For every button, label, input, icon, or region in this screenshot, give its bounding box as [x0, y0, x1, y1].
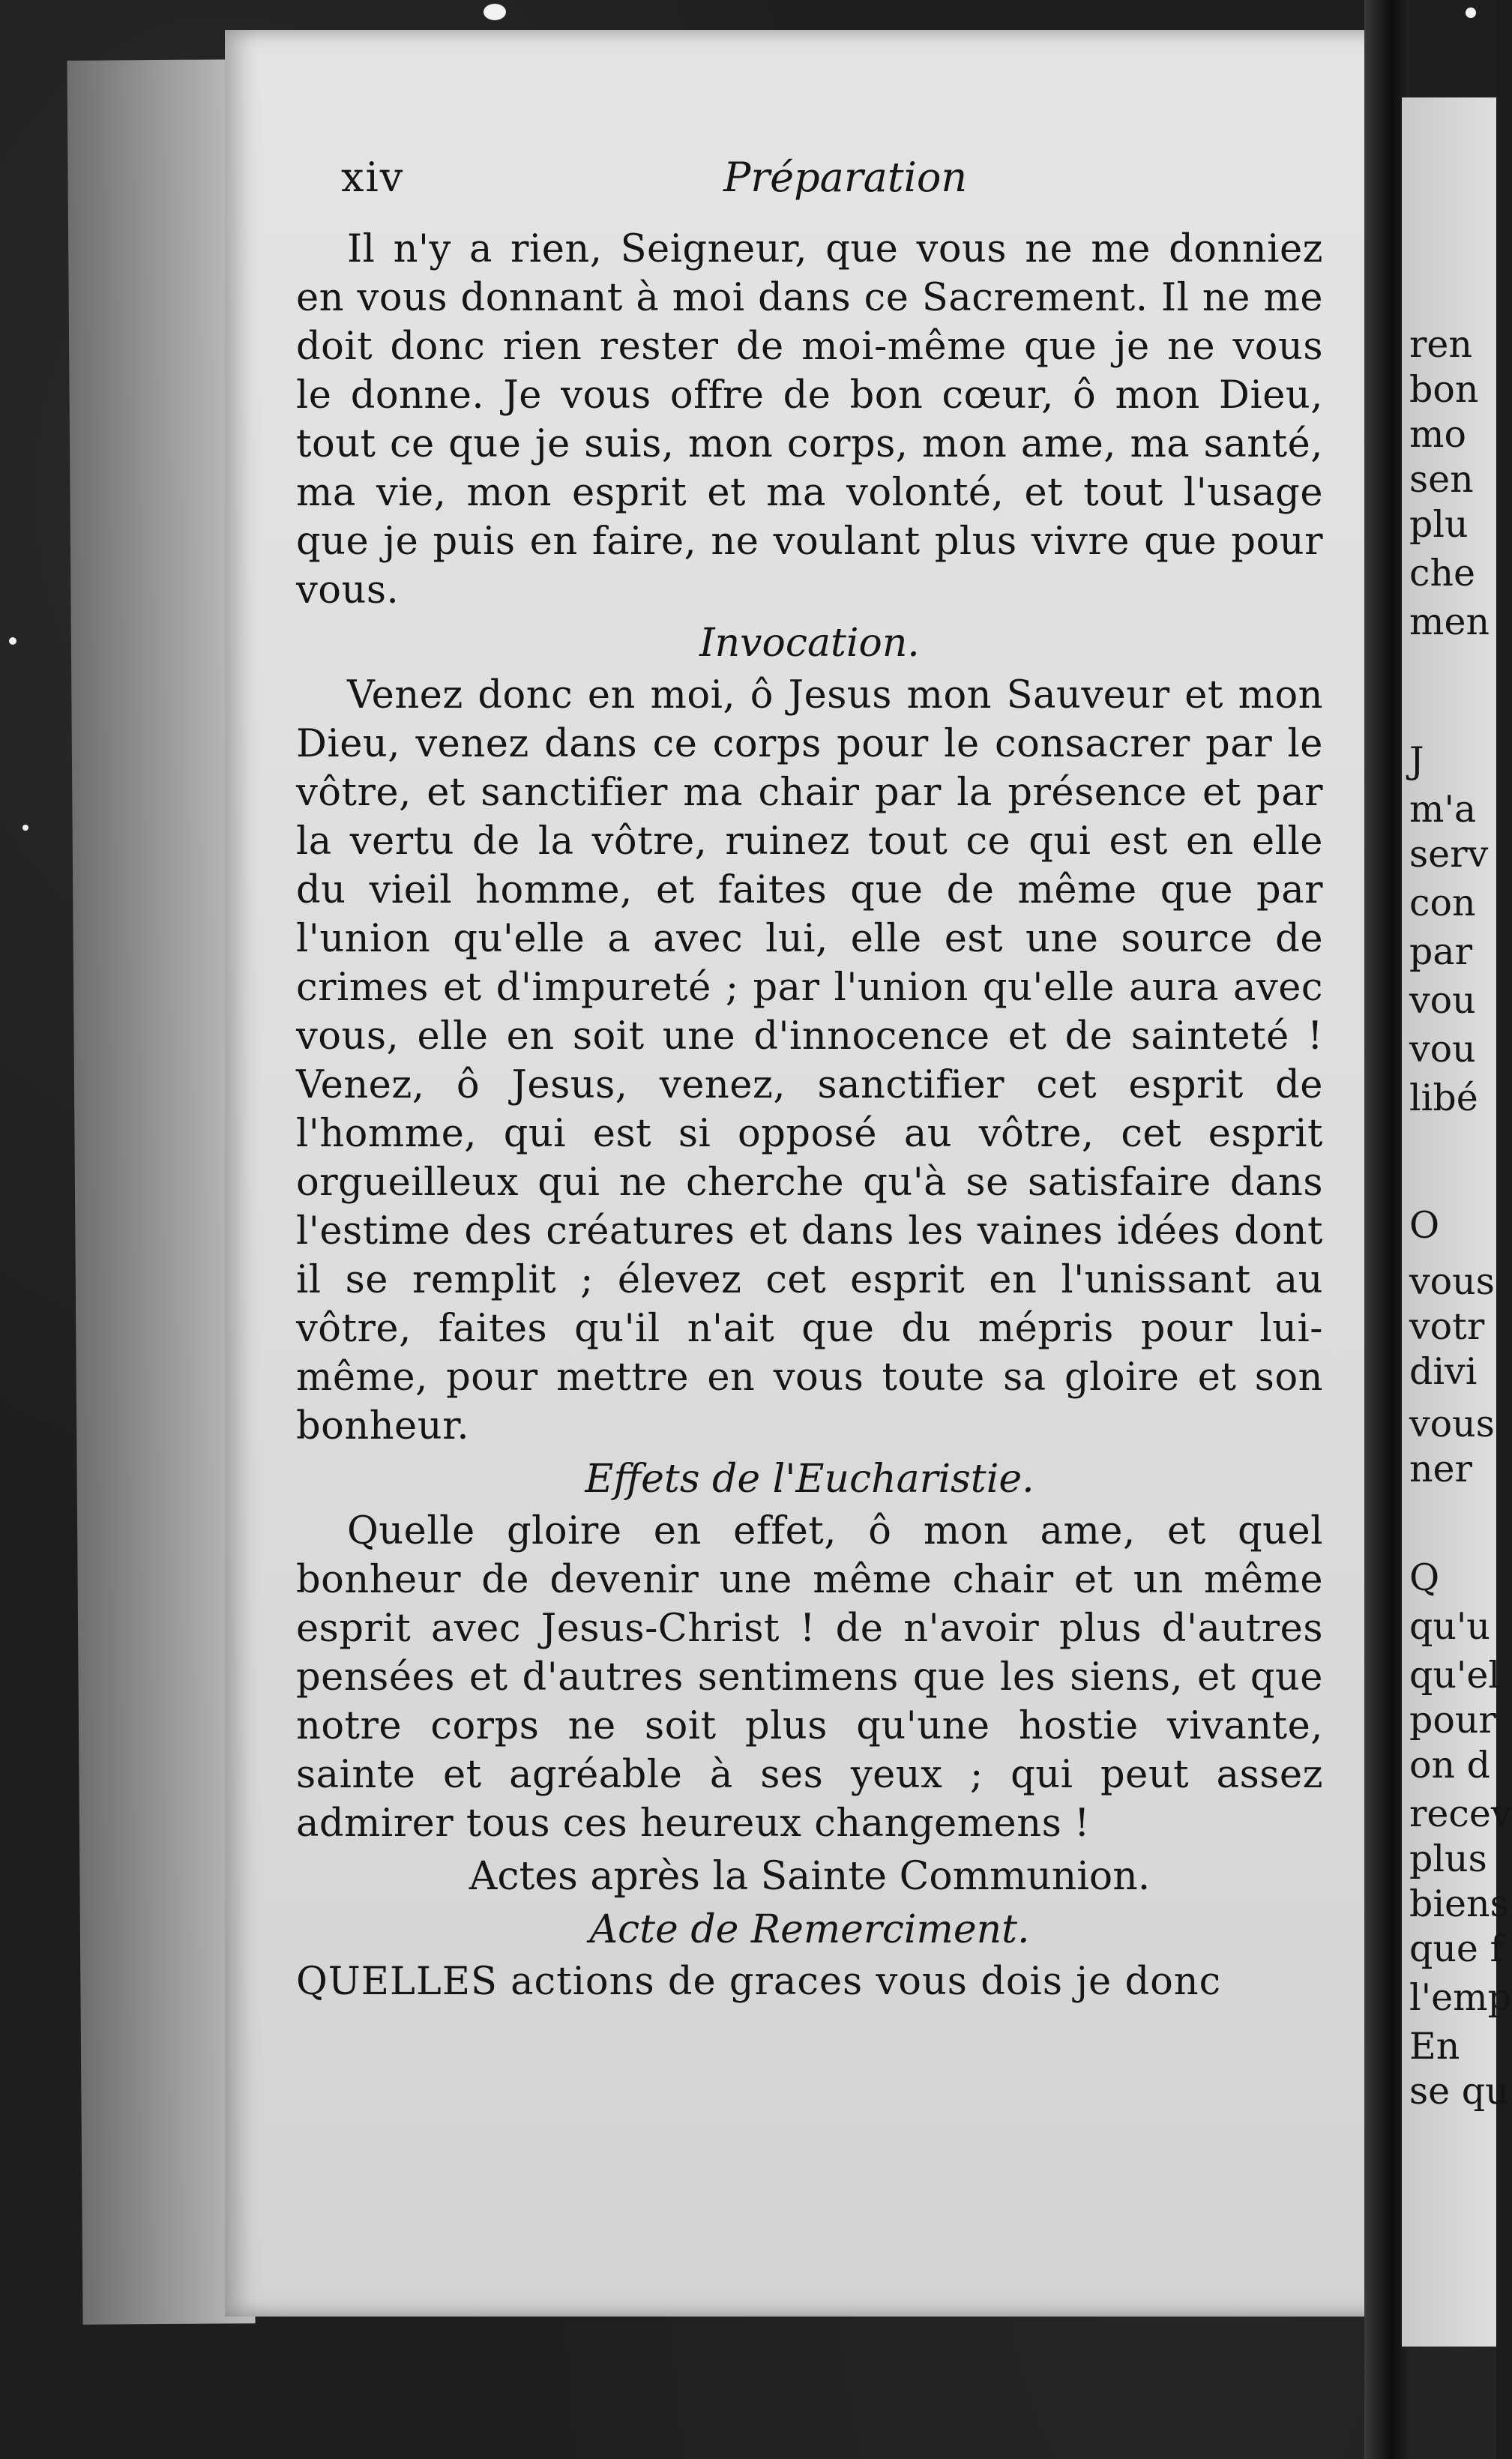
- facing-page-fragment: libé: [1409, 1077, 1478, 1119]
- facing-page-fragment: se qu: [1409, 2070, 1509, 2113]
- running-title: Préparation: [723, 154, 968, 201]
- paragraph-effects: Quelle gloire en effet, ô mon ame, et quel bonheur de devenir une même chair et un même esprit avec Jesus-Christ ! de n'avoir plus d'autres pensées et d'autres sentimens que les siens, et que notre corps ne soit plus qu'une hostie vivante, sainte et agréable à ses yeux ; qui peut assez admirer tous ces heureux changemens !: [296, 1509, 1323, 1846]
- facing-page-fragment: votr: [1409, 1305, 1485, 1348]
- facing-page-fragment: qu'el: [1409, 1654, 1501, 1697]
- dust-speck: [22, 825, 28, 831]
- dust-speck: [9, 637, 16, 645]
- facing-page-fragment: on d: [1409, 1744, 1491, 1787]
- facing-page-fragment: En: [1409, 2025, 1460, 2068]
- facing-page-fragment: l'emp: [1409, 1976, 1511, 2019]
- paragraph-offering: Il n'y a rien, Seigneur, que vous ne me donniez en vous donnant à moi dans ce Sacrement. Il ne me doit donc rien rester de moi-même que je ne vous le donne. Je vous offre de bon cœur, ô mon Dieu, tout ce que je suis, mon corps, mon ame, ma santé, ma vie, mon esprit et ma volonté, et tout l'usage que je puis en faire, ne voulant plus vivre que pour vous.: [296, 227, 1323, 613]
- facing-page-fragment: biens: [1409, 1882, 1509, 1925]
- facing-page-fragment: ren: [1409, 323, 1472, 366]
- paragraph-invocation: Venez donc en moi, ô Jesus mon Sauveur et mon Dieu, venez dans ce corps pour le consacrer par le vôtre, et sanctifier ma chair par la présence et par la vertu de la vôtre, ruinez tout ce qui est en elle du vieil homme, et faites que de même que par l'union qu'elle a avec lui, elle est une source de crimes et d'impureté ; par l'union qu'elle aura avec vous, elle en soit une d'innocence et de sainteté ! Venez, ô Jesus, venez, sanctifier cet esprit de l'homme, qui est si opposé au vôtre, cet esprit orgueilleux qui ne cherche qu'à se satisfaire dans l'estime des créatures et dans les vaines idées dont il se remplit ; élevez cet esprit en l'unissant au vôtre, faites qu'il n'ait que du mépris pour lui-même, pour mettre en vous toute sa gloire et son bonheur.: [296, 673, 1323, 1448]
- facing-page-fragment: mo: [1409, 413, 1466, 456]
- heading-effects: Effets de l'Eucharistie.: [585, 1457, 1034, 1502]
- facing-page-fragment: que f: [1409, 1927, 1504, 1970]
- dust-speck: [1466, 7, 1476, 18]
- facing-page-fragment: pour: [1409, 1699, 1496, 1742]
- facing-page-fragment: che: [1409, 552, 1475, 595]
- facing-page-fragment: O: [1409, 1204, 1440, 1247]
- facing-page-fragment: sen: [1409, 458, 1474, 501]
- facing-page-fragment: vous: [1409, 1403, 1495, 1445]
- facing-page-fragment: bon: [1409, 368, 1479, 411]
- facing-page-fragment: vou: [1409, 1028, 1476, 1071]
- facing-page-fragment: plu: [1409, 503, 1469, 546]
- facing-page-fragment: Q: [1409, 1556, 1440, 1599]
- facing-page-fragment: men: [1409, 601, 1490, 643]
- heading-act-of-thanks: Acte de Remerciment.: [589, 1907, 1030, 1952]
- facing-page-fragment: con: [1409, 882, 1476, 924]
- facing-page-fragment: divi: [1409, 1350, 1478, 1393]
- facing-page-fragment: ner: [1409, 1448, 1472, 1490]
- page-number: xiv: [341, 154, 405, 201]
- heading-invocation: Invocation.: [699, 621, 920, 666]
- paragraph-closing: QUELLES actions de graces vous dois je donc: [296, 1960, 1222, 2004]
- facing-page-fragment: recev: [1409, 1793, 1512, 1835]
- facing-page-fragment: plus: [1409, 1838, 1487, 1880]
- facing-page-fragment: m'a: [1409, 788, 1477, 831]
- facing-page-fragment: J: [1409, 739, 1424, 782]
- dust-speck: [484, 4, 506, 20]
- facing-page-fragment: par: [1409, 930, 1473, 973]
- heading-acts-after-communion: Actes après la Sainte Communion.: [469, 1854, 1151, 1899]
- facing-page-fragment: vous: [1409, 1260, 1495, 1303]
- facing-page-fragment: qu'u: [1409, 1605, 1490, 1648]
- facing-page-fragment: vou: [1409, 979, 1476, 1022]
- facing-page-fragment: serv: [1409, 833, 1489, 876]
